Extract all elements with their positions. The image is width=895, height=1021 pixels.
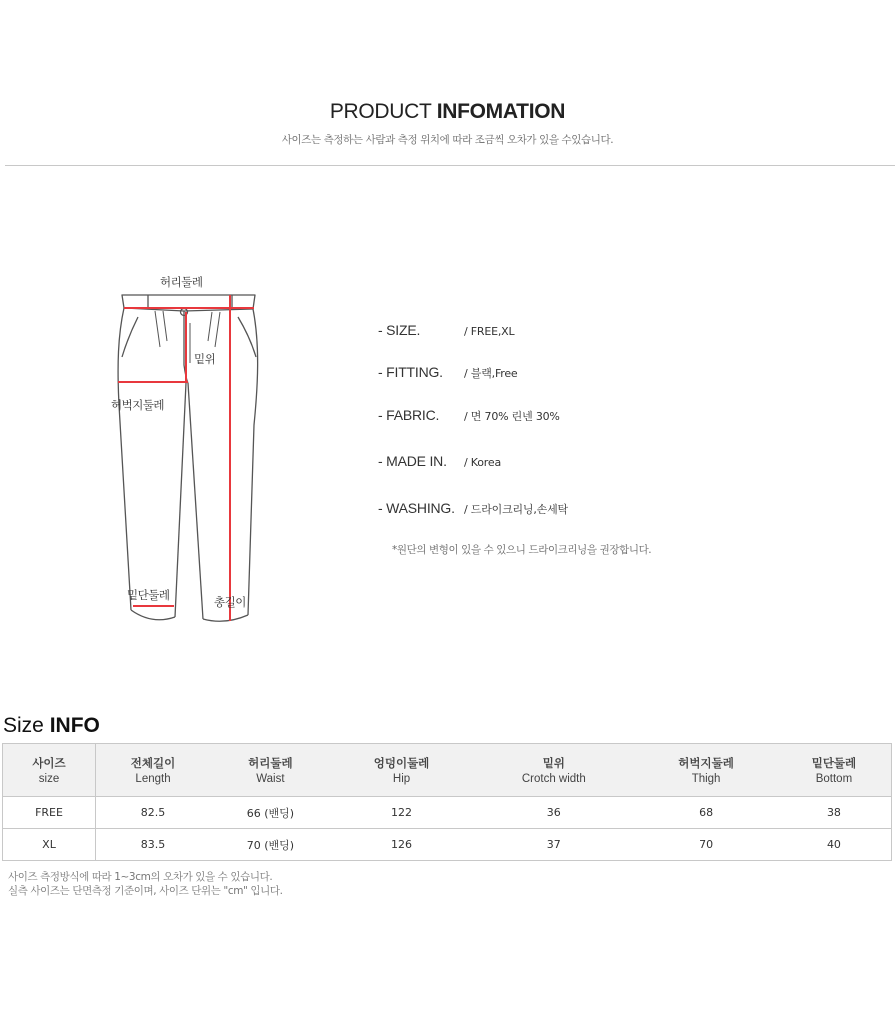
spec-size	[378, 320, 514, 339]
header-thigh: 허벅지둘레 Thigh	[635, 744, 777, 797]
footnote-line: 실측 사이즈는 단면측정 기준이며, 사이즈 단위는 "cm" 입니다.	[8, 885, 283, 897]
header-size: 사이즈 size	[3, 744, 96, 797]
spec-value: / 드라이크리닝,손세탁	[464, 503, 568, 516]
size-cell: XL	[3, 829, 96, 861]
washing-note: *원단의 변형이 있을 수 있으니 드라이크리닝을 권장합니다.	[392, 544, 652, 556]
hem-label: 밑단둘레	[127, 588, 170, 602]
spec-key: - FABRIC.	[378, 407, 440, 423]
size-footnotes	[8, 870, 283, 898]
table-cell: 83.5	[96, 829, 211, 861]
table-cell: 70 (밴딩)	[210, 829, 331, 861]
table-cell: 122	[331, 797, 473, 829]
table-cell: 82.5	[96, 797, 211, 829]
footnote-line: 사이즈 측정방식에 따라 1~3cm의 오차가 있을 수 있습니다.	[8, 871, 273, 883]
spec-value: / Korea	[464, 456, 501, 469]
table-row	[3, 797, 892, 829]
pants-outline-illustration	[100, 265, 280, 635]
spec-key: - MADE IN.	[378, 453, 447, 469]
spec-value: / 면 70% 린넨 30%	[464, 410, 560, 423]
header-divider	[5, 165, 895, 166]
table-cell: 37	[472, 829, 635, 861]
page-subtitle: 사이즈는 측정하는 사람과 측정 위치에 따라 조금씩 오차가 있을 수있습니다.	[281, 134, 614, 146]
spec-fitting	[378, 362, 518, 381]
table-cell: 66 (밴딩)	[210, 797, 331, 829]
table-cell: 40	[777, 829, 892, 861]
waist-label: 허리둘레	[160, 275, 203, 289]
spec-made-in	[378, 451, 501, 470]
spec-fabric	[378, 405, 560, 424]
spec-key: - WASHING.	[378, 500, 455, 516]
header-crotch: 밑위 Crotch width	[472, 744, 635, 797]
rise-label: 밑위	[194, 352, 216, 366]
table-cell: 36	[472, 797, 635, 829]
table-cell: 38	[777, 797, 892, 829]
header-waist: 허리둘레 Waist	[210, 744, 331, 797]
size-table	[2, 743, 892, 861]
spec-key: - SIZE.	[378, 322, 421, 338]
table-cell: 68	[635, 797, 777, 829]
header-hip: 엉덩이둘레 Hip	[331, 744, 473, 797]
spec-value: / 블랙,Free	[464, 367, 518, 380]
table-row	[3, 829, 892, 861]
spec-value: / FREE,XL	[464, 325, 515, 338]
header-bottom: 밑단둘레 Bottom	[777, 744, 892, 797]
spec-washing	[378, 498, 568, 517]
product-info-header	[0, 100, 895, 147]
size-cell: FREE	[3, 797, 96, 829]
spec-key: - FITTING.	[378, 364, 443, 380]
table-cell: 70	[635, 829, 777, 861]
size-info-title: Size INFO	[3, 714, 100, 737]
pants-measurement-diagram	[100, 265, 280, 635]
length-label: 총길이	[214, 595, 246, 609]
size-table-header-row	[3, 744, 892, 797]
page-title: PRODUCT INFOMATION	[329, 100, 566, 123]
thigh-label: 허벅지둘레	[111, 398, 165, 412]
header-length: 전체길이 Length	[96, 744, 211, 797]
table-cell: 126	[331, 829, 473, 861]
